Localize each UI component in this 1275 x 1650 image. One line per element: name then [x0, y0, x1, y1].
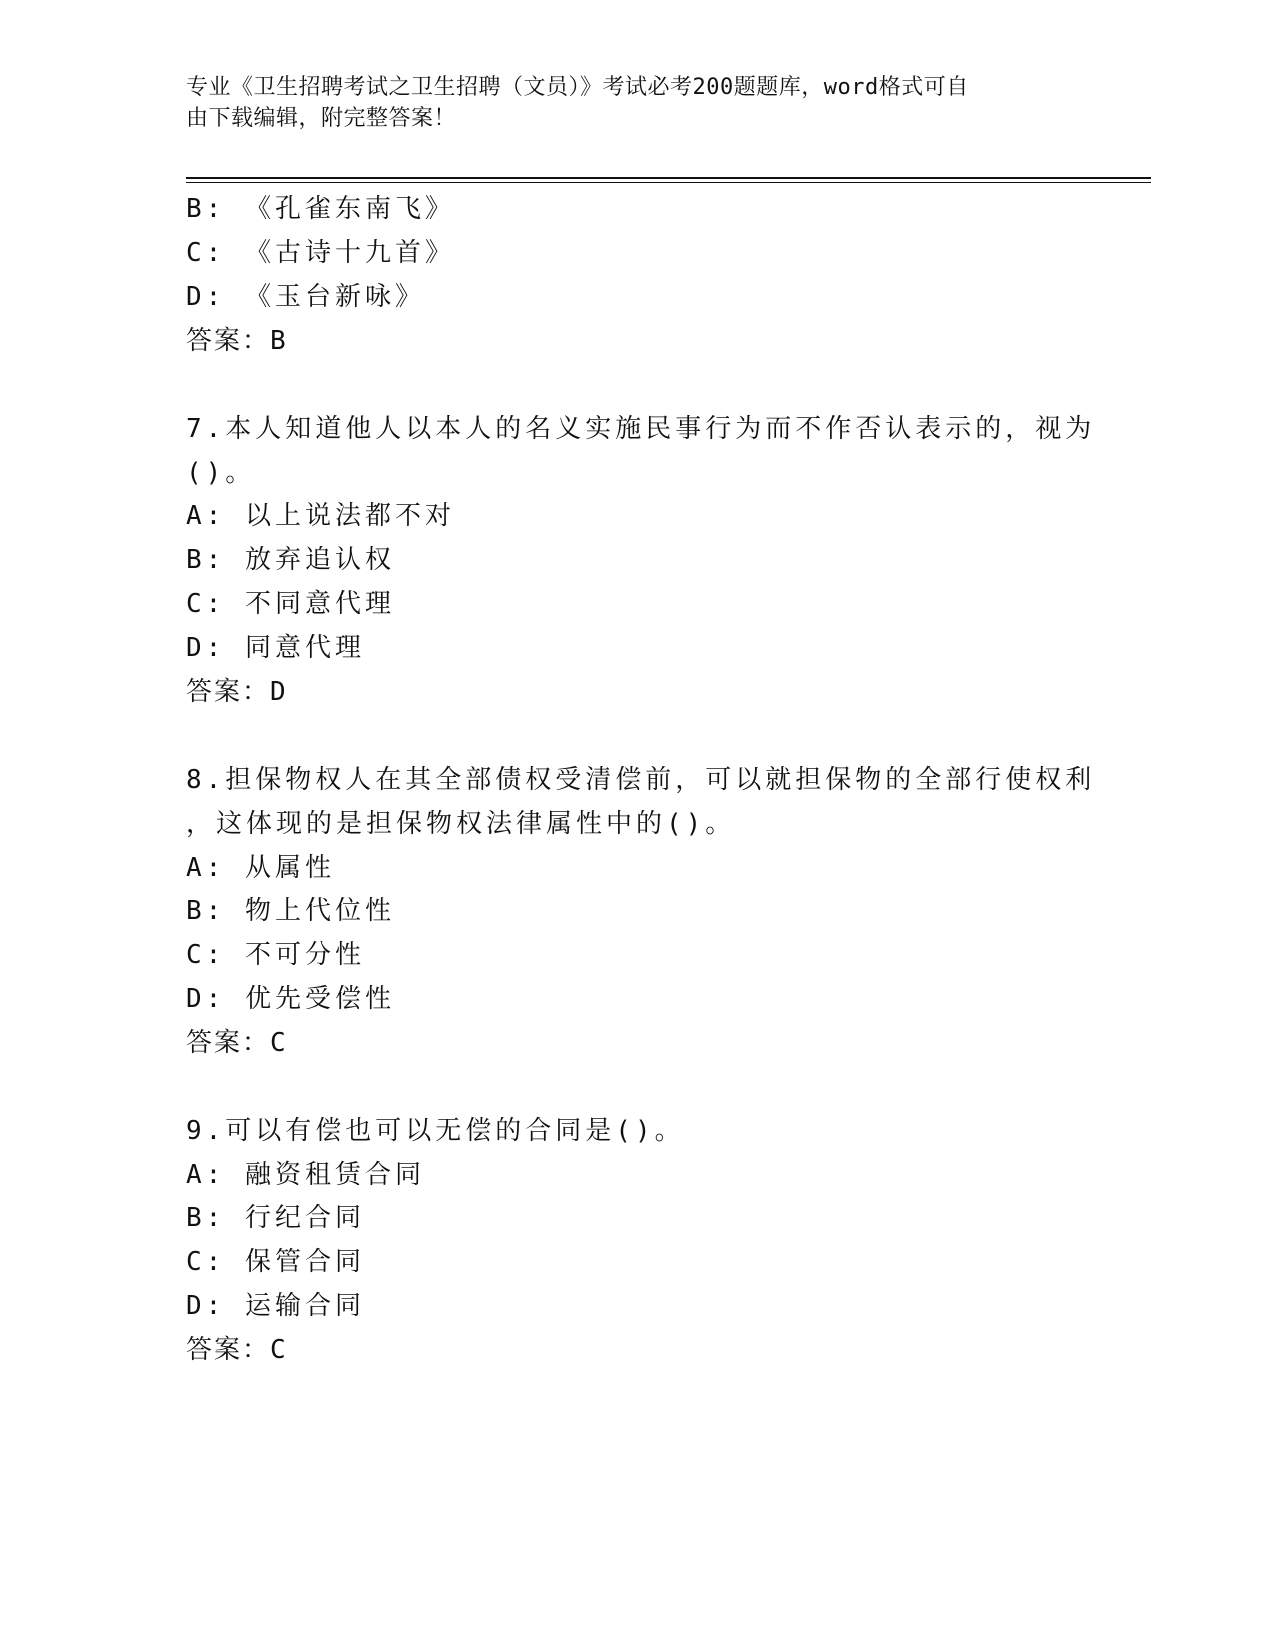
- q6-option-b: B: 《孔雀东南飞》: [186, 194, 455, 224]
- q9-stem-line-1: 9.可以有偿也可以无偿的合同是()。: [186, 1116, 685, 1146]
- q8-answer: 答案：C: [186, 1028, 288, 1058]
- q6-option-c: C: 《古诗十九首》: [186, 238, 455, 268]
- q9-answer: 答案：C: [186, 1335, 288, 1365]
- q6-option-d: D: 《玉台新咏》: [186, 282, 425, 312]
- q9-option-d: D: 运输合同: [186, 1291, 365, 1321]
- header-rule-thick: [186, 177, 1151, 179]
- q8-stem-line-2: ，这体现的是担保物权法律属性中的()。: [186, 809, 736, 839]
- q9-option-c: C: 保管合同: [186, 1247, 365, 1277]
- q9-option-b: B: 行纪合同: [186, 1203, 365, 1233]
- q9-option-a: A: 融资租赁合同: [186, 1160, 425, 1190]
- q7-option-d: D: 同意代理: [186, 633, 365, 663]
- q7-answer: 答案：D: [186, 677, 288, 707]
- q7-option-b: B: 放弃追认权: [186, 545, 395, 575]
- q8-option-c: C: 不可分性: [186, 940, 365, 970]
- q7-option-a: A: 以上说法都不对: [186, 501, 455, 531]
- header-line-1: 专业《卫生招聘考试之卫生招聘（文员）》考试必考200题题库，word格式可自: [186, 75, 969, 100]
- q8-stem-line-1: 8.担保物权人在其全部债权受清偿前，可以就担保物的全部行使权利: [186, 765, 1096, 795]
- q8-option-a: A: 从属性: [186, 853, 335, 883]
- q7-option-c: C: 不同意代理: [186, 589, 395, 619]
- q7-stem-line-1: 7.本人知道他人以本人的名义实施民事行为而不作否认表示的，视为: [186, 414, 1096, 444]
- header-line-2: 由下载编辑，附完整答案！: [186, 106, 457, 131]
- q8-option-d: D: 优先受偿性: [186, 984, 395, 1014]
- q6-answer: 答案：B: [186, 326, 288, 356]
- document-header: [186, 72, 1066, 134]
- q8-option-b: B: 物上代位性: [186, 896, 395, 926]
- q7-stem-line-2: ()。: [186, 458, 256, 488]
- header-rule-thin: [186, 182, 1151, 183]
